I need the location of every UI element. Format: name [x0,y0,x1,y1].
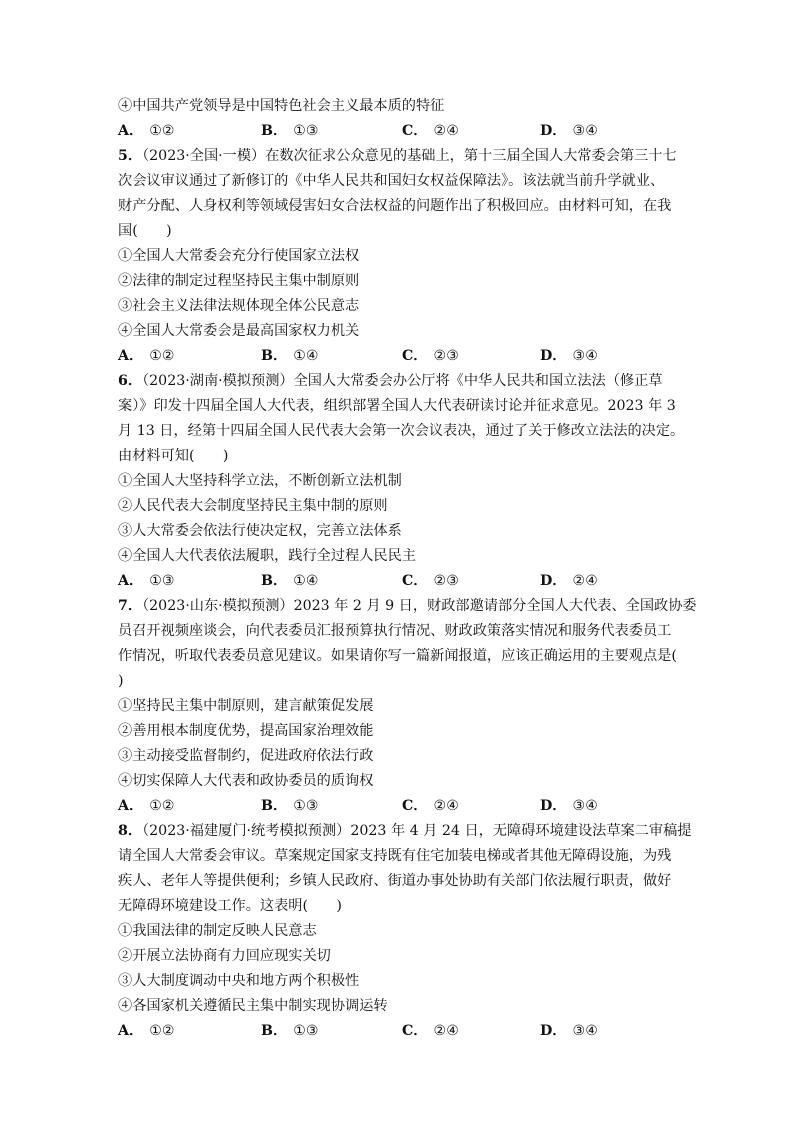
statement: ④各国家机关遵循民主集中制实现协调运转 [118,998,388,1014]
option-letter: A． [118,348,144,364]
option-a[interactable] [118,119,261,144]
question-stem-line: ) [118,673,124,689]
question-stem-line [118,144,688,169]
option-b[interactable] [261,794,402,819]
option-b[interactable] [261,569,402,594]
option-text: ①② [149,798,175,814]
statement: ②开展立法协商有力回应现实关切 [118,948,331,964]
stem-text: （2023·福建厦门·统考模拟预测）2023 年 4 月 24 日，无障碍环境建设法草案二审稿提 [142,823,692,839]
statement: ②人民代表大会制度坚持民主集中制的原则 [118,498,388,514]
option-letter: A． [118,123,144,139]
statement: ④中国共产党领导是中国特色社会主义最本质的特征 [118,98,445,114]
question-7 [118,594,697,819]
option-d[interactable] [540,569,598,594]
statement: ④全国人大常委会是最高国家权力机关 [118,323,360,339]
statement: ①坚持民主集中制原则，建言献策促发展 [118,698,374,714]
option-text: ①④ [293,573,319,589]
option-text: ③④ [572,123,598,139]
option-letter: B． [261,1023,288,1039]
question-5 [118,144,688,369]
option-text: ②④ [433,798,459,814]
answer-options [118,119,688,144]
question-stem-line [118,819,692,844]
option-text: ①③ [149,573,175,589]
question-stem-line [118,369,688,394]
option-a[interactable] [118,1019,261,1044]
option-text: ①③ [293,798,319,814]
option-c[interactable] [402,119,540,144]
question-stem-line: 疾人、老年人等提供便利；乡镇人民政府、街道办事处协助有关部门依法履行职责，做好 [118,873,672,889]
question-stem-line: 作情况，听取代表委员意见建议。如果请你写一篇新闻报道，应该正确运用的主要观点是( [118,648,677,664]
question-4-tail [118,94,688,144]
option-letter: D． [540,348,567,364]
question-number: 8． [118,823,143,839]
option-letter: C． [402,573,428,589]
question-stem-line: 财产分配、人身权利等领域侵害妇女合法权益的问题作出了积极回应。由材料可知，在我 [118,198,672,214]
question-number: 6． [118,373,143,389]
answer-options [118,344,688,369]
option-letter: A． [118,798,144,814]
option-text: ②③ [433,573,459,589]
question-stem-line: 月 13 日，经第十四届全国人民代表大会第一次会议表决，通过了关于修改立法法的决定。 [118,423,685,439]
question-stem-line: 国( ) [118,223,172,239]
option-letter: B． [261,348,288,364]
question-stem-line [118,594,697,619]
option-letter: A． [118,573,144,589]
option-b[interactable] [261,119,402,144]
option-text: ①④ [293,348,319,364]
statement: ①我国法律的制定反映人民意志 [118,923,317,939]
option-letter: A． [118,1023,144,1039]
statement: ④全国人大代表依法履职，践行全过程人民民主 [118,548,416,564]
option-letter: D． [540,1023,567,1039]
option-letter: B． [261,123,288,139]
option-text: ②③ [433,348,459,364]
option-letter: B． [261,798,288,814]
question-stem-line: 由材料可知( ) [118,448,229,464]
option-text: ①③ [293,1023,319,1039]
option-text: ①② [149,123,175,139]
option-c[interactable] [402,794,540,819]
option-letter: C． [402,798,428,814]
question-stem-line: 无障碍环境建设工作。这表明( ) [118,898,342,914]
option-letter: D． [540,573,567,589]
question-8 [118,819,692,1044]
stem-text: （2023·湖南·模拟预测）全国人大常委会办公厅将《中华人民共和国立法法（修正草 [142,373,663,389]
option-letter: B． [261,573,288,589]
stem-text: （2023·全国·一模）在数次征求公众意见的基础上，第十三届全国人大常委会第三十七 [142,148,677,164]
question-stem-line: 请全国人大常委会审议。草案规定国家支持既有住宅加装电梯或者其他无障碍设施，为残 [118,848,672,864]
option-a[interactable] [118,794,261,819]
option-a[interactable] [118,569,261,594]
answer-options [118,569,688,594]
option-letter: C． [402,123,428,139]
answer-options [118,1019,688,1044]
statement: ③人大制度调动中央和地方两个积极性 [118,973,360,989]
question-stem-line: 案）》印发十四届全国人大代表，组织部署全国人大代表研读讨论并征求意见。2023 年 3 [118,398,676,414]
statement: ③主动接受监督制约，促进政府依法行政 [118,748,374,764]
option-d[interactable] [540,119,598,144]
statement: ②法律的制定过程坚持民主集中制原则 [118,273,360,289]
document-page [118,94,697,1044]
statement: ②善用根本制度优势，提高国家治理效能 [118,723,374,739]
option-b[interactable] [261,1019,402,1044]
question-6 [118,369,688,594]
option-text: ③④ [572,798,598,814]
option-text: ③④ [572,1023,598,1039]
answer-options [118,794,688,819]
option-c[interactable] [402,1019,540,1044]
option-c[interactable] [402,569,540,594]
stem-text: （2023·山东·模拟预测）2023 年 2 月 9 日，财政部邀请部分全国人大代表、全国政协委 [142,598,697,614]
question-number: 5． [118,148,143,164]
option-letter: D． [540,123,567,139]
statement: ④切实保障人大代表和政协委员的质询权 [118,773,374,789]
question-stem-line: 次会议审议通过了新修订的《中华人民共和国妇女权益保障法》。该法就当前升学就业、 [118,173,665,189]
option-letter: C． [402,1023,428,1039]
option-text: ②④ [433,1023,459,1039]
option-text: ①② [149,1023,175,1039]
option-d[interactable] [540,794,598,819]
option-text: ①③ [293,123,319,139]
option-d[interactable] [540,344,598,369]
option-letter: C． [402,348,428,364]
option-text: ②④ [572,573,598,589]
option-text: ①② [149,348,175,364]
statement: ③人大常委会依法行使决定权，完善立法体系 [118,523,402,539]
question-stem-line: 员召开视频座谈会，向代表委员汇报预算执行情况、财政政策落实情况和服务代表委员工 [118,623,672,639]
option-a[interactable] [118,344,261,369]
statement: ①全国人大坚持科学立法，不断创新立法机制 [118,473,402,489]
statement: ③社会主义法律法规体现全体公民意志 [118,298,360,314]
option-text: ③④ [572,348,598,364]
question-number: 7． [118,598,143,614]
option-b[interactable] [261,344,402,369]
option-c[interactable] [402,344,540,369]
option-d[interactable] [540,1019,598,1044]
option-letter: D． [540,798,567,814]
option-text: ②④ [433,123,459,139]
statement: ①全国人大常委会充分行使国家立法权 [118,248,360,264]
